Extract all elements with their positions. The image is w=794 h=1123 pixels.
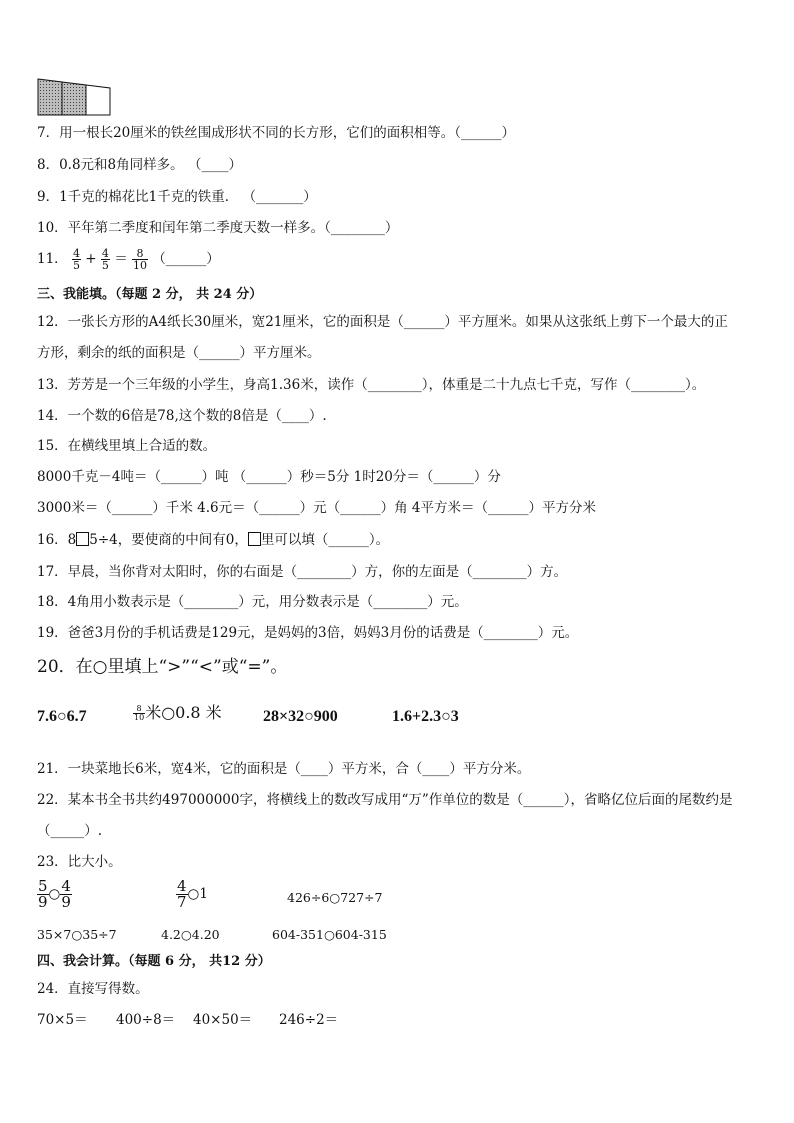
compare-item-a: 7.6○6.7 [37,708,87,725]
question-12-line-1: 12．一张长方形的A4纸长30厘米，宽21厘米，它的面积是（______）平方厘米。如果从这张纸上剪下一个最大的正 [37,314,728,330]
compare-item-c: 28×32○900 [263,708,338,725]
compare-row-1-c: 426÷6○727÷7 [287,890,383,905]
question-18: 18．4角用小数表示是（________）元，用分数表示是（________）元。 [37,594,468,610]
calc-item: 70×5＝ [37,1012,88,1028]
calc-item: 246÷2＝ [279,1012,339,1028]
fraction: $\frac{4}{7}$ [177,877,187,911]
compare-row-1-b: $\frac{4}{7}$ ○1 [177,877,208,911]
question-23: 23．比大小。 [37,854,122,870]
compare-row-2-e: 4.2○4.20 [161,927,220,942]
figure-cell-3 [86,85,110,115]
shaded-rectangle-figure [37,78,113,116]
compare-row-1-a: $\frac{5}{9}$ ○ $\frac{4}{9}$ [38,877,71,911]
question-9: 9．1千克的棉花比1千克的铁重． （_______） [37,189,317,205]
question-8: 8．0.8元和8角同样多。 （____） [37,157,242,173]
question-15: 15．在横线里填上合适的数。 [37,438,217,454]
question-11: 11． $\frac{4}{5}$ + $\frac{4}{5}$ ＝ $\frac{8}{10}$ （______） [37,247,220,272]
question-21: 21．一块菜地长6米，宽4米，它的面积是（____）平方米，合（____）平方分米。 [37,761,531,777]
question-10: 10．平年第二季度和闰年第二季度天数一样多。（________） [37,220,399,236]
question-13: 13．芳芳是一个三年级的小学生，身高1.36米，读作（________），体重是二十九点七千克，写作（________）。 [37,377,706,393]
figure-cell-2 [62,82,86,115]
question-7: 7．用一根长20厘米的铁丝围成形状不同的长方形，它们的面积相等。（______） [37,125,516,141]
fraction: $\frac{5}{9}$ [38,877,48,911]
compare-row-2-f: 604-351○604-315 [272,927,387,942]
compare-row-2-d: 35×7○35÷7 [37,927,117,942]
blank-box [76,532,89,546]
fraction: $\frac{8}{10}$ [134,704,145,722]
question-19: 19．爸爸3月份的手机话费是129元，是妈妈的3倍，妈妈3月份的话费是（________）元。 [37,625,579,641]
fraction: $\frac{4}{5}$ [72,247,80,272]
section-4-heading: 四、我会计算。（每题 6 分， 共12 分） [37,954,271,969]
question-24: 24．直接写得数。 [37,981,149,997]
calc-item: 40×50＝ [193,1012,253,1028]
question-14: 14．一个数的6倍是78,这个数的8倍是（____）. [37,408,327,424]
fraction: $\frac{4}{9}$ [61,877,71,911]
figure-cell-1 [38,79,62,115]
question-12-line-2: 方形，剩余的纸的面积是（______）平方厘米。 [37,345,321,361]
compare-item-d: 1.6+2.3○3 [392,708,459,725]
question-20: 20．在○里填上“>”“<”或“=”。 [37,657,288,677]
question-16: 16．8 5÷4，要使商的中间有0， 里可以填（______）。 [37,532,390,548]
blank-box [248,532,261,546]
question-22-line-1: 22．某本书全书共约497000000字，将横线上的数改写成用“万”作单位的数是（______），省略亿位后面的尾数约是 [37,792,733,808]
question-15-row-1: 8000千克－4吨＝（______）吨 （______）秒＝5分 1时20分＝（______）分 [37,469,501,485]
section-3-heading: 三、我能填。（每题 2 分， 共 24 分） [37,287,263,302]
compare-item-b: $\frac{8}{10}$ 米○0.8 米 [134,703,222,722]
fraction: $\frac{4}{5}$ [101,247,109,272]
question-17: 17．早晨，当你背对太阳时，你的右面是（________）方，你的左面是（________）方。 [37,564,568,580]
fraction: $\frac{8}{10}$ [132,247,147,272]
question-22-line-2: （_____）. [37,823,103,839]
calc-item: 400÷8＝ [116,1012,176,1028]
question-15-row-2: 3000米＝（______）千米 4.6元＝（______）元（______）角 4平方米＝（______）平方分米 [37,500,596,516]
